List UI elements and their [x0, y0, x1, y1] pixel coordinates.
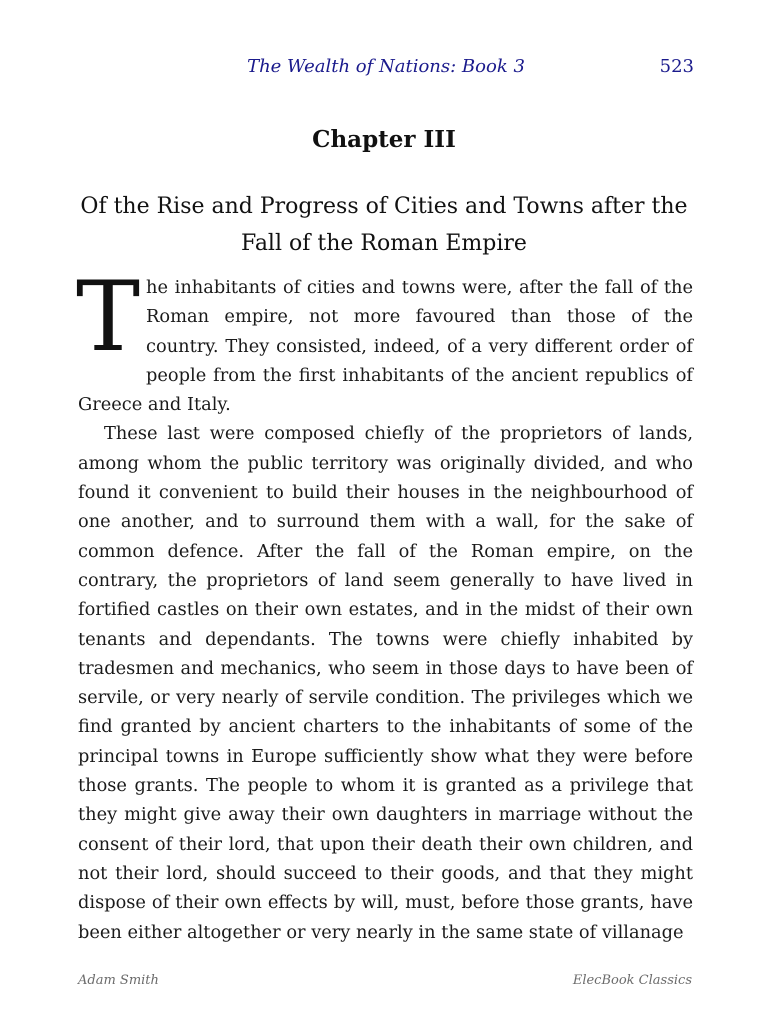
body-text — [76, 261, 693, 947]
drop-cap: T — [76, 261, 141, 373]
running-header — [78, 56, 694, 84]
paragraph-1 — [76, 261, 693, 419]
footer-publisher: ElecBook Classics — [572, 973, 692, 988]
page-footer — [78, 973, 692, 993]
chapter-title: Of the Rise and Progress of Cities and Towns after the Fall of the Roman Empire — [80, 194, 688, 256]
footer-author: Adam Smith — [78, 973, 159, 988]
page-number: 523 — [659, 56, 694, 77]
chapter-number: Chapter III — [312, 126, 456, 153]
paragraph-1-text: he inhabitants of cities and towns were, after the fall of the Roman empire, not more favoured than those of the country. They consisted, indeed, of a very different order of people from the first inhabitants of the ancient republics of Greece and Italy. — [78, 277, 693, 416]
running-title: The Wealth of Nations: Book 3 — [247, 56, 525, 77]
paragraph-2: These last were composed chiefly of the proprietors of lands, among whom the public territory was originally divided, and who found it convenient to build their houses in the neighbourhood of one another, and to surround them with a wall, for the sake of common defence. After the fall of the Roman empire, on the contrary, the proprietors of land seem generally to have lived in fortified castles on their own estates, and in the midst of their own tenants and dependants. The towns were chiefly inhabited by tradesmen and mechanics, who seem in those days to have been of servile, or very nearly of servile condition. The privileges which we find granted by ancient charters to the inhabitants of some of the principal towns in Europe sufficiently show what they were before those grants. The people to whom it is granted as a privilege that they might give away their own daughters in marriage without the consent of their lord, that upon their death their own children, and not their lord, should succeed to their goods, and that they might dispose of their own effects by will, must, before those grants, have been either altogether or very nearly in the same state of villanage — [78, 423, 693, 943]
